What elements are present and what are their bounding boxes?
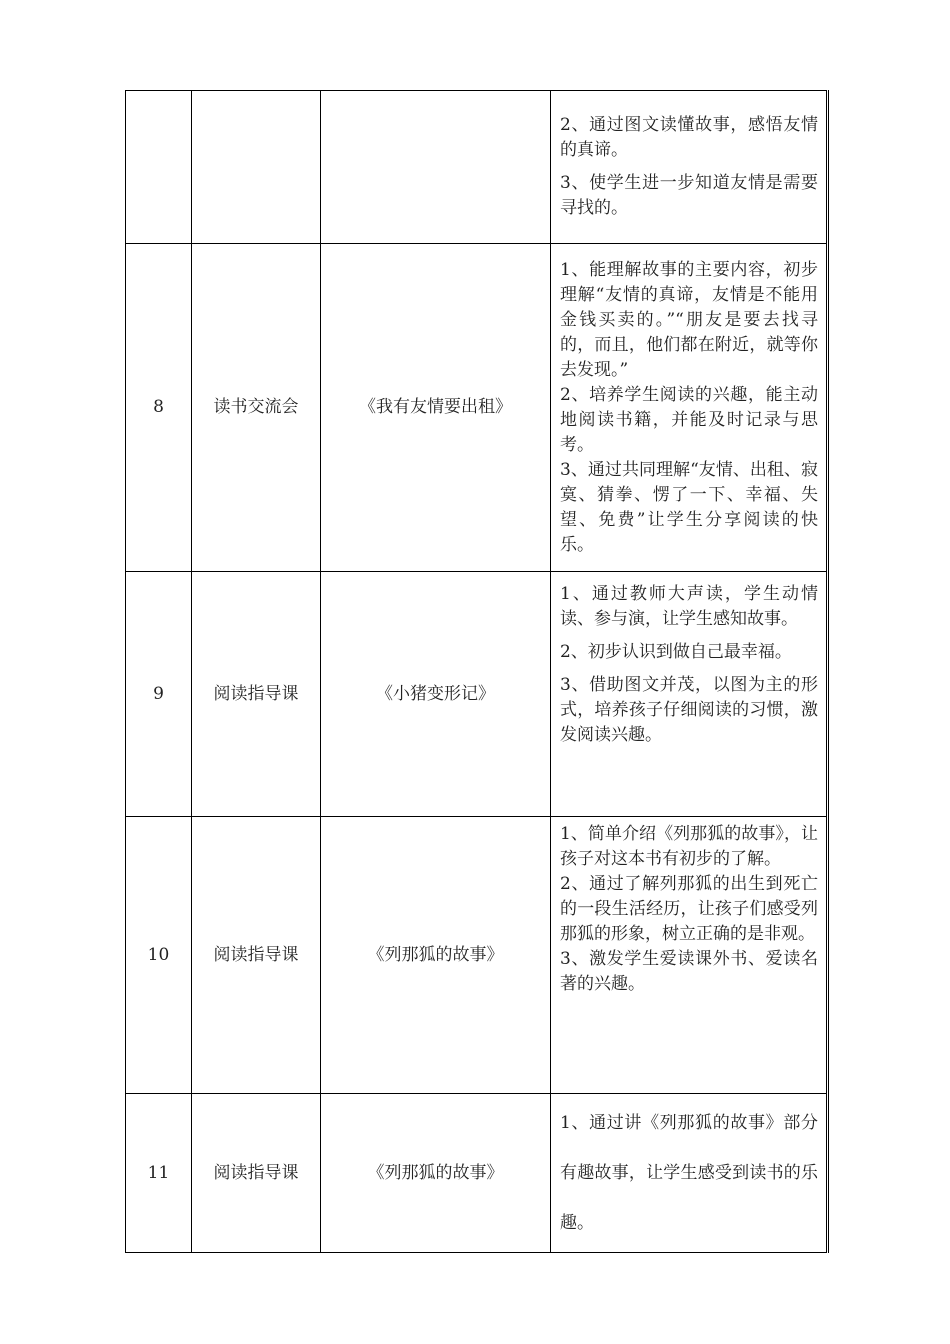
goal-item: 3、通过共同理解“友情、出租、寂寞、猜拳、愣了一下、幸福、失望、免费”让学生分享阅读的快乐。 <box>560 459 818 555</box>
table-row <box>126 572 828 817</box>
table-row <box>126 1094 828 1253</box>
book-title-cell: 《列那狐的故事》 <box>321 817 551 1094</box>
goal-item: 1、通过讲《列那狐的故事》部分有趣故事，让学生感受到读书的乐趣。 <box>560 1113 818 1233</box>
book-title-cell <box>321 91 551 244</box>
goal-item: 3、借助图文并茂，以图为主的形式，培养孩子仔细阅读的习惯，激发阅读兴趣。 <box>560 675 818 745</box>
lesson-goals-cell <box>551 244 828 572</box>
table-row <box>126 91 828 244</box>
lesson-goals-cell <box>551 1094 828 1253</box>
lesson-number-cell: 8 <box>126 244 192 572</box>
goal-item: 1、能理解故事的主要内容，初步理解“友情的真谛，友情是不能用金钱买卖的。”“朋友是要去找寻的，而且，他们都在附近，就等你去发现。” <box>560 259 818 380</box>
goal-item: 2、培养学生阅读的兴趣，能主动地阅读书籍，并能及时记录与思考。 <box>560 384 818 455</box>
goal-item: 1、通过教师大声读，学生动情读、参与演，让学生感知故事。 <box>560 584 818 629</box>
goal-item: 3、使学生进一步知道友情是需要寻找的。 <box>560 173 818 218</box>
lesson-number-cell: 9 <box>126 572 192 817</box>
lesson-type-cell: 阅读指导课 <box>192 1094 321 1253</box>
book-title-cell: 《我有友情要出租》 <box>321 244 551 572</box>
book-title-cell: 《小猪变形记》 <box>321 572 551 817</box>
goal-item: 2、通过了解列那狐的出生到死亡的一段生活经历，让孩子们感受列那狐的形象，树立正确的是非观。 <box>560 874 818 944</box>
reading-lesson-table <box>125 90 829 1253</box>
goal-item: 2、通过图文读懂故事，感悟友情的真谛。 <box>560 115 818 160</box>
goal-item: 2、初步认识到做自己最幸福。 <box>560 642 792 662</box>
lesson-number-cell <box>126 91 192 244</box>
lesson-number-cell: 10 <box>126 817 192 1094</box>
lesson-goals-cell <box>551 91 828 244</box>
lesson-type-cell: 阅读指导课 <box>192 572 321 817</box>
lesson-type-cell <box>192 91 321 244</box>
book-title-cell: 《列那狐的故事》 <box>321 1094 551 1253</box>
lesson-goals-cell <box>551 572 828 817</box>
lesson-type-cell: 读书交流会 <box>192 244 321 572</box>
lesson-type-cell: 阅读指导课 <box>192 817 321 1094</box>
table-row <box>126 817 828 1094</box>
goal-item: 1、简单介绍《列那狐的故事》，让孩子对这本书有初步的了解。 <box>560 824 818 869</box>
table-row <box>126 244 828 572</box>
lesson-number-cell: 11 <box>126 1094 192 1253</box>
goal-item: 3、激发学生爱读课外书、爱读名著的兴趣。 <box>560 949 818 994</box>
lesson-goals-cell <box>551 817 828 1094</box>
